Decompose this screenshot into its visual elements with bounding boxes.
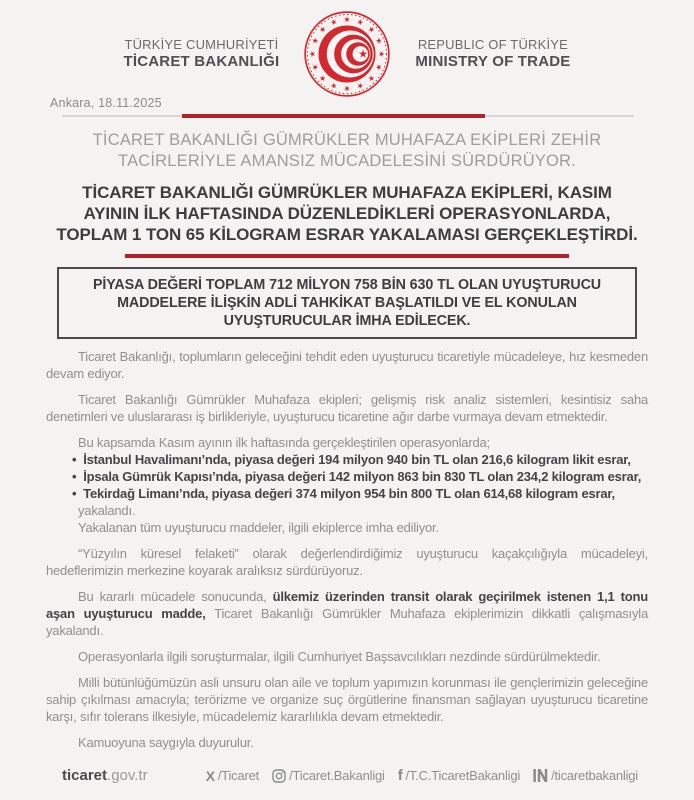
social-handle-nsosyal: /ticaretbakanligi: [551, 768, 638, 783]
ministry-name-en-line2: MINISTRY OF TRADE: [415, 52, 571, 70]
ministry-name-tr-line2: TİCARET BAKANLIĞI: [123, 52, 280, 70]
instagram-icon: [272, 769, 286, 783]
press-release-body: [46, 348, 648, 751]
facebook-icon: f: [397, 767, 403, 784]
operations-intro: Bu kapsamda Kasım ayının ilk haftasında gerçekleştirilen operasyonlarda;: [78, 435, 490, 450]
paragraph-2: Ticaret Bakanlığı Gümrükler Muhafaza ekipleri; gelişmiş risk analiz sistemleri, kesintisiz saha denetimleri ve uluslararası iş birlikleriyle, uyuşturucu ticaretine ağır darbe vurmaya devam etmektedir.: [46, 392, 648, 424]
website-rest: .gov.tr: [107, 767, 148, 784]
ministry-name-turkish: [124, 37, 280, 72]
social-link-instagram[interactable]: [272, 768, 385, 783]
paragraph-6-pre: Bu kararlı mücadele sonucunda,: [78, 589, 273, 604]
press-release-title: TİCARET BAKANLIĞI GÜMRÜKLER MUHAFAZA EKİPLERİ, KASIM AYININ İLK HAFTASINDA DÜZENLEDİKLERİ OPERASYONLARDA, TOPLAM 1 TON 65 KİLOGRAM ESRAR YAKALAMASI GERÇEKLEŞTİRDİ.: [56, 183, 638, 244]
nsosyal-icon: [533, 769, 548, 782]
ministry-name-english: [415, 37, 570, 72]
operation-bullet-tekirdag: • Tekirdağ Limanı’nda, piyasa değeri 374 milyon 954 bin 800 TL olan 614,68 kilogram esrar,: [46, 485, 648, 502]
paragraph-5-quote: “Yüzyılın küresel felaketi” olarak değerlendirdiğimiz uyuşturucu kaçakçılığıyla mücadeleyi, hedeflerimizin merkezine koyarak aralıksız sürdürüyoruz.: [46, 546, 648, 578]
paragraph-8: Milli bütünlüğümüzün asli unsuru olan aile ve toplum yapımızın korunması ile gençlerimizin geleceğine sahip çıkılması amacıyla; terörizme ve organize suç örgütlerine finansman sağlayan uyuşturucu ticaretine karşı, sıfır tolerans ilkesiyle, mücadelemiz kararlılıkla devam etmektedir.: [46, 675, 648, 724]
paragraph-1: Ticaret Bakanlığı, toplumların geleceğini tehdit eden uyuşturucu ticaretiyle mücadeleye, hız kesmeden devam ediyor.: [46, 349, 648, 381]
operation-bullet-istanbul: • İstanbul Havalimanı’nda, piyasa değeri 194 milyon 940 bin TL olan 216,6 kilogram likit esrar,: [46, 451, 648, 468]
ministry-name-en-line1: REPUBLIC OF TÜRKİYE: [417, 36, 569, 52]
paragraph-4: Yakalanan tüm uyuşturucu maddeler, ilgili ekiplerce imha ediliyor.: [78, 520, 439, 535]
x-icon: X: [205, 767, 215, 784]
ministry-of-trade-logo-icon: [301, 8, 393, 100]
closing-statement: Kamuoyuna saygıyla duyurulur.: [78, 735, 254, 750]
dateline: Ankara, 18.11.2025: [50, 96, 162, 110]
title-underline-bar: [125, 254, 569, 258]
ministry-name-tr-line1: TÜRKİYE CUMHURİYETİ: [124, 36, 279, 52]
paragraph-6-post: Ticaret Bakanlığı Gümrükler Muhafaza ekiplerimizin dikkatli çalışmasıyla yakalandı.: [46, 606, 648, 638]
masthead: [0, 0, 694, 98]
social-handle-facebook: /T.C.TicaretBakanligi: [405, 768, 521, 783]
website-bold: ticaret: [62, 767, 108, 784]
press-release-subtitle: TİCARET BAKANLIĞI GÜMRÜKLER MUHAFAZA EKİPLERİ ZEHİR TACİRLERİYLE AMANSIZ MÜCADELESİNİ SÜRDÜRÜYOR.: [92, 131, 602, 170]
paragraph-6: [46, 588, 648, 639]
paragraph-6-bold: ülkemiz üzerinden transit olarak geçirilmek istenen 1,1 tonu aşan uyuşturucu madde,: [46, 589, 648, 621]
footer: [62, 767, 638, 784]
social-handle-x: /Ticaret: [217, 768, 260, 783]
social-links: [206, 768, 638, 783]
social-link-facebook[interactable]: [398, 768, 520, 783]
paragraph-7: Operasyonlarla ilgili soruşturmalar, ilgili Cumhuriyet Başsavcılıkları nezdinde sürdürülmektedir.: [78, 649, 601, 664]
bullets-suffix: yakalandı.: [78, 503, 136, 518]
header-divider: [62, 115, 634, 117]
operation-bullet-ipsala: • İpsala Gümrük Kapısı’nda, piyasa değeri 142 milyon 863 bin 830 TL olan 234,2 kilogram esrar,: [46, 468, 648, 485]
social-link-nsosyal[interactable]: [533, 768, 638, 783]
highlight-box: PİYASA DEĞERİ TOPLAM 712 MİLYON 758 BİN 630 TL OLAN UYUŞTURUCU MADDELERE İLİŞKİN ADLİ TAHKİKAT BAŞLATILDI VE EL KONULAN UYUŞTURUCULAR İMHA EDİLECEK.: [57, 267, 637, 339]
header-divider-red-segment: [182, 114, 485, 118]
website-link[interactable]: [62, 767, 148, 784]
social-link-x[interactable]: [206, 768, 259, 783]
social-handle-instagram: /Ticaret.Bakanligi: [289, 768, 385, 783]
